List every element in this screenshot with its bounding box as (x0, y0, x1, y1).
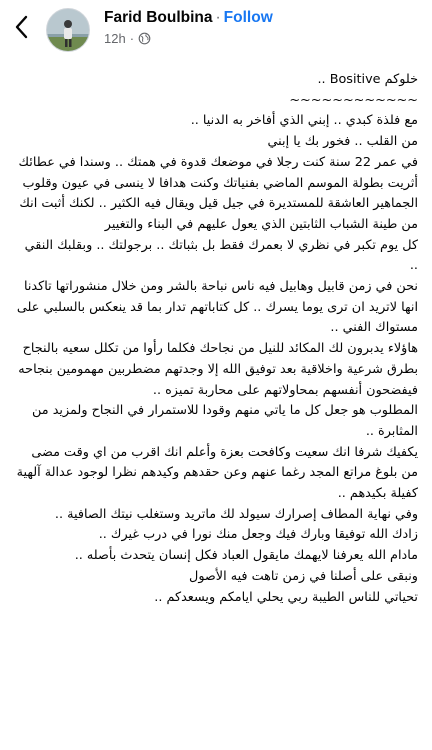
post-line: خلوكم Bositive .. (317, 72, 418, 87)
post-line: زادك الله توفيقا وبارك فيك وجعل منك نورا في درب غيرك .. (98, 527, 418, 543)
post-line: المطلوب هو جعل كل ما ياتي منهم وقودا للاستمرار في النجاح ولمزيد من المثابرة .. (27, 403, 418, 439)
post-line: ونبقى على أصلنا في زمن تاهت فيه الأصول (189, 568, 418, 584)
follow-button[interactable]: Follow (223, 9, 273, 26)
author-line (104, 9, 273, 27)
post-line: كل يوم تكبر في نظري لا بعمرك فقط بل بثباتك .. برجولتك .. وبقلبك النقي .. (20, 237, 418, 274)
author-name[interactable]: Farid Boulbina (104, 9, 213, 26)
post-line: يكفيك شرفا انك سعيت وكافحت بعزة وأعلم انك اقرب من اي وقت مضى من بلوغ مراتع المجد رغما عنهم وعن حقدهم وكيدهم نظرا لوجود عدالة آلهية كفيلة بكيدهم .. (12, 444, 418, 502)
post-line: في عمر 22 سنة كنت رجلا في موضعك قدوة في همتك .. وسندا في عطائك (18, 154, 418, 170)
chevron-left-icon (14, 15, 28, 39)
post-line: تحياتي للناس الطيبة ربي يحلي ايامكم ويسعدكم .. (154, 589, 418, 605)
separator-dot: · (215, 9, 221, 26)
post-line: مادام الله يعرفنا لايهمك مايقول العباد فكل إنسان يتحدث بأصله .. (74, 548, 418, 564)
globe-icon (138, 32, 151, 45)
post-line: ~~~~~~~~~~~~ (289, 92, 418, 108)
post-line: مع فلذة كبدي .. إبني الذي أفاخر به الدنيا .. (190, 113, 418, 129)
post-text (0, 62, 432, 608)
post-line: وفي نهاية المطاف إصرارك سيولد لك ماتريد وستغلب نيتك الصافية .. (54, 506, 418, 522)
back-button[interactable] (8, 12, 34, 42)
post-body (0, 62, 432, 750)
meta-separator: · (129, 31, 135, 46)
post-meta (104, 31, 151, 46)
avatar[interactable] (46, 8, 90, 52)
post-time[interactable]: 12h (104, 31, 126, 46)
post-line: نحن في زمن قابيل وهابيل فيه ناس نباحة بالشر ومن خلال منشوراتها تاكدنا انها لاتريد ان ترى يوما يسرك .. كل كتاباتهم تدار بما قد ينعكس بالسلبي على مستواك الفني .. (12, 279, 418, 336)
post-line: أثريت بطولة الموسم الماضي بفنياتك وكنت هدافا لا ينسى في عيون وقلوب الجماهير العاشقة للمستديرة في جيل قيل ويقال فيه الكثير .. لكنك أثبت انك من طينة الشباب الثابتين الذي يعول عليهم في البناء والتغيير (15, 175, 418, 232)
avatar-photo (47, 9, 90, 52)
post-line: من القلب .. فخور بك يا إبني (267, 134, 418, 150)
post-header (0, 0, 432, 62)
post-line: هاؤلاء يدبرون لك المكائد للنيل من نجاحك فكلما رأوا من تكلل سعيه بالنجاح بطرق شرعية واخلاقية بعد توفيق الله إلا وجدتهم مضطربين مهمومين بنجاحه فيفضحون أنفسهم بمحاولاتهم على محاربة تميزه .. (14, 341, 418, 398)
